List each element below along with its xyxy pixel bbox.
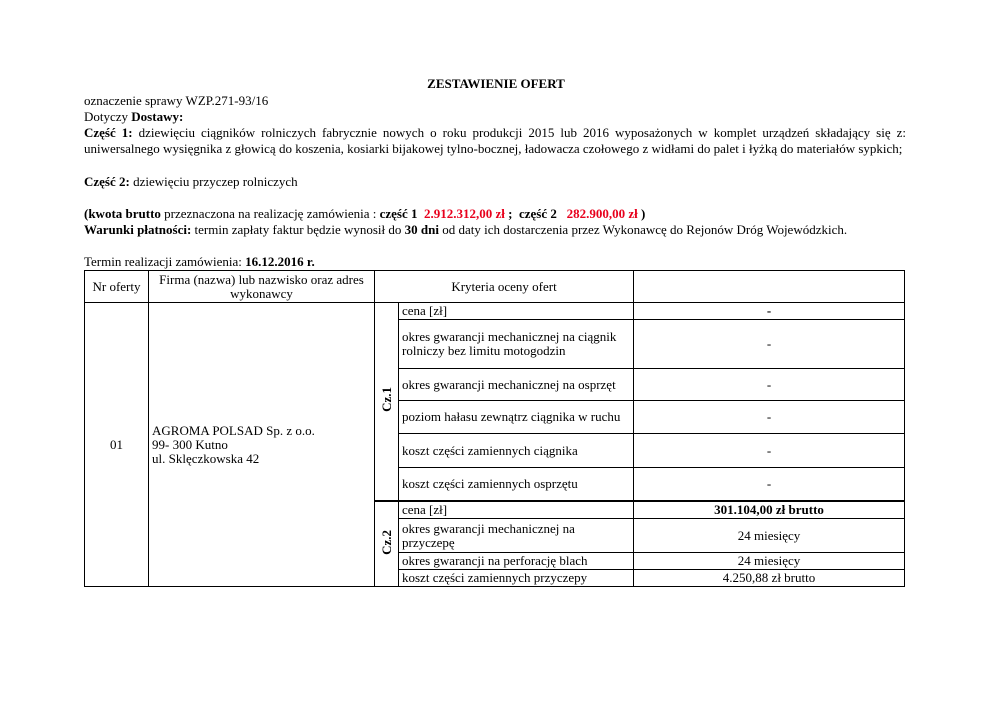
header-firm: Firma (nazwa) lub nazwisko oraz adres wykonawcy — [149, 271, 375, 303]
value-cell: - — [634, 468, 905, 501]
header-criteria: Kryteria oceny ofert — [375, 271, 634, 303]
header-value — [634, 271, 905, 303]
criterion-cell: okres gwarancji na perforację blach — [399, 553, 634, 570]
value-cell: - — [634, 369, 905, 401]
part1-label: Część 1: — [84, 125, 133, 140]
part1-tag: Cz.1 — [378, 387, 394, 413]
criterion-cell: okres gwarancji mechanicznej na osprzęt — [399, 369, 634, 401]
part2-tag-cell — [375, 501, 399, 587]
document-title: ZESTAWIENIE OFERT — [427, 76, 565, 91]
part2-description — [84, 174, 906, 190]
firm-name: AGROMA POLSAD Sp. z o.o. — [152, 422, 315, 438]
budget-mid: przeznaczona na realizację zamówienia : — [160, 206, 380, 221]
criterion-cell: okres gwarancji mechanicznej na przyczepę — [399, 519, 634, 553]
header-offer-number: Nr oferty — [85, 271, 149, 303]
part2-tag: Cz.2 — [378, 529, 394, 555]
budget-separator: ; — [504, 206, 516, 221]
value-cell: 4.250,88 zł brutto — [634, 570, 905, 587]
firm-street: ul. Sklęczkowska 42 — [152, 450, 260, 466]
criterion-cell: poziom hałasu zewnątrz ciągnika w ruchu — [399, 401, 634, 434]
budget-open: (kwota brutto — [84, 206, 161, 221]
budget-part2-amount: 282.900,00 zł — [566, 206, 638, 221]
value-cell: - — [634, 320, 905, 369]
value-cell: - — [634, 401, 905, 434]
deadline-value: 16.12.2016 r. — [245, 254, 315, 269]
offer-number: 01 — [85, 303, 149, 587]
table-header-row — [85, 271, 905, 303]
criterion-cell: okres gwarancji mechanicznej na ciągnik rolniczy bez limitu motogodzin — [399, 320, 634, 369]
firm-cell — [149, 303, 375, 587]
regarding-subject: Dostawy: — [131, 109, 184, 124]
payment-days: 30 dni — [404, 222, 439, 237]
value-cell: - — [634, 434, 905, 468]
payment-label: Warunki płatności: — [84, 222, 192, 237]
criterion-cell: koszt części zamiennych ciągnika — [399, 434, 634, 468]
firm-postal: 99- 300 Kutno — [152, 436, 228, 452]
budget-part1-label: część 1 — [379, 206, 418, 221]
payment-text-b: od daty ich dostarczenia przez Wykonawcę do Rejonów Dróg Wojewódzkich. — [438, 222, 848, 237]
value-cell: 24 miesięcy — [634, 519, 905, 553]
criterion-cell: koszt części zamiennych przyczepy — [399, 570, 634, 587]
criterion-cell: cena [zł] — [399, 303, 634, 320]
budget-close: ) — [637, 206, 646, 221]
part2-text: dziewięciu przyczep rolniczych — [129, 174, 298, 189]
deadline-line — [84, 254, 906, 270]
value-cell: - — [634, 303, 905, 320]
table-row — [85, 303, 905, 320]
part2-label: Część 2: — [84, 174, 130, 189]
criterion-cell: cena [zł] — [399, 501, 634, 519]
case-reference: oznaczenie sprawy WZP.271-93/16 — [84, 93, 269, 108]
budget-part1-amount: 2.912.312,00 zł — [424, 206, 505, 221]
deadline-label: Termin realizacji zamówienia: — [84, 254, 246, 269]
budget-line — [84, 206, 906, 222]
regarding-line — [84, 109, 906, 125]
part1-text: dziewięciu ciągników rolniczych fabrycznie nowych o roku produkcji 2015 lub 2016 wyposażonych w komplet urządzeń składający się z: uniwersalnego wysięgnika z głowicą do koszenia, kosiarki bijakowej tylno-bocznej, ładowacza czołowego z widłami do palet i łyżką do materiałów sypkich; — [84, 125, 907, 156]
budget-part2-label: część 2 — [519, 206, 557, 221]
part1-description — [84, 125, 906, 157]
value-cell: 24 miesięcy — [634, 553, 905, 570]
regarding-prefix: Dotyczy — [84, 109, 132, 124]
payment-text-a: termin zapłaty faktur będzie wynosił do — [191, 222, 405, 237]
part1-tag-cell — [375, 303, 399, 501]
criterion-cell: koszt części zamiennych osprzętu — [399, 468, 634, 501]
offers-table — [84, 270, 905, 587]
payment-terms — [84, 222, 906, 238]
value-cell: 301.104,00 zł brutto — [634, 501, 905, 519]
